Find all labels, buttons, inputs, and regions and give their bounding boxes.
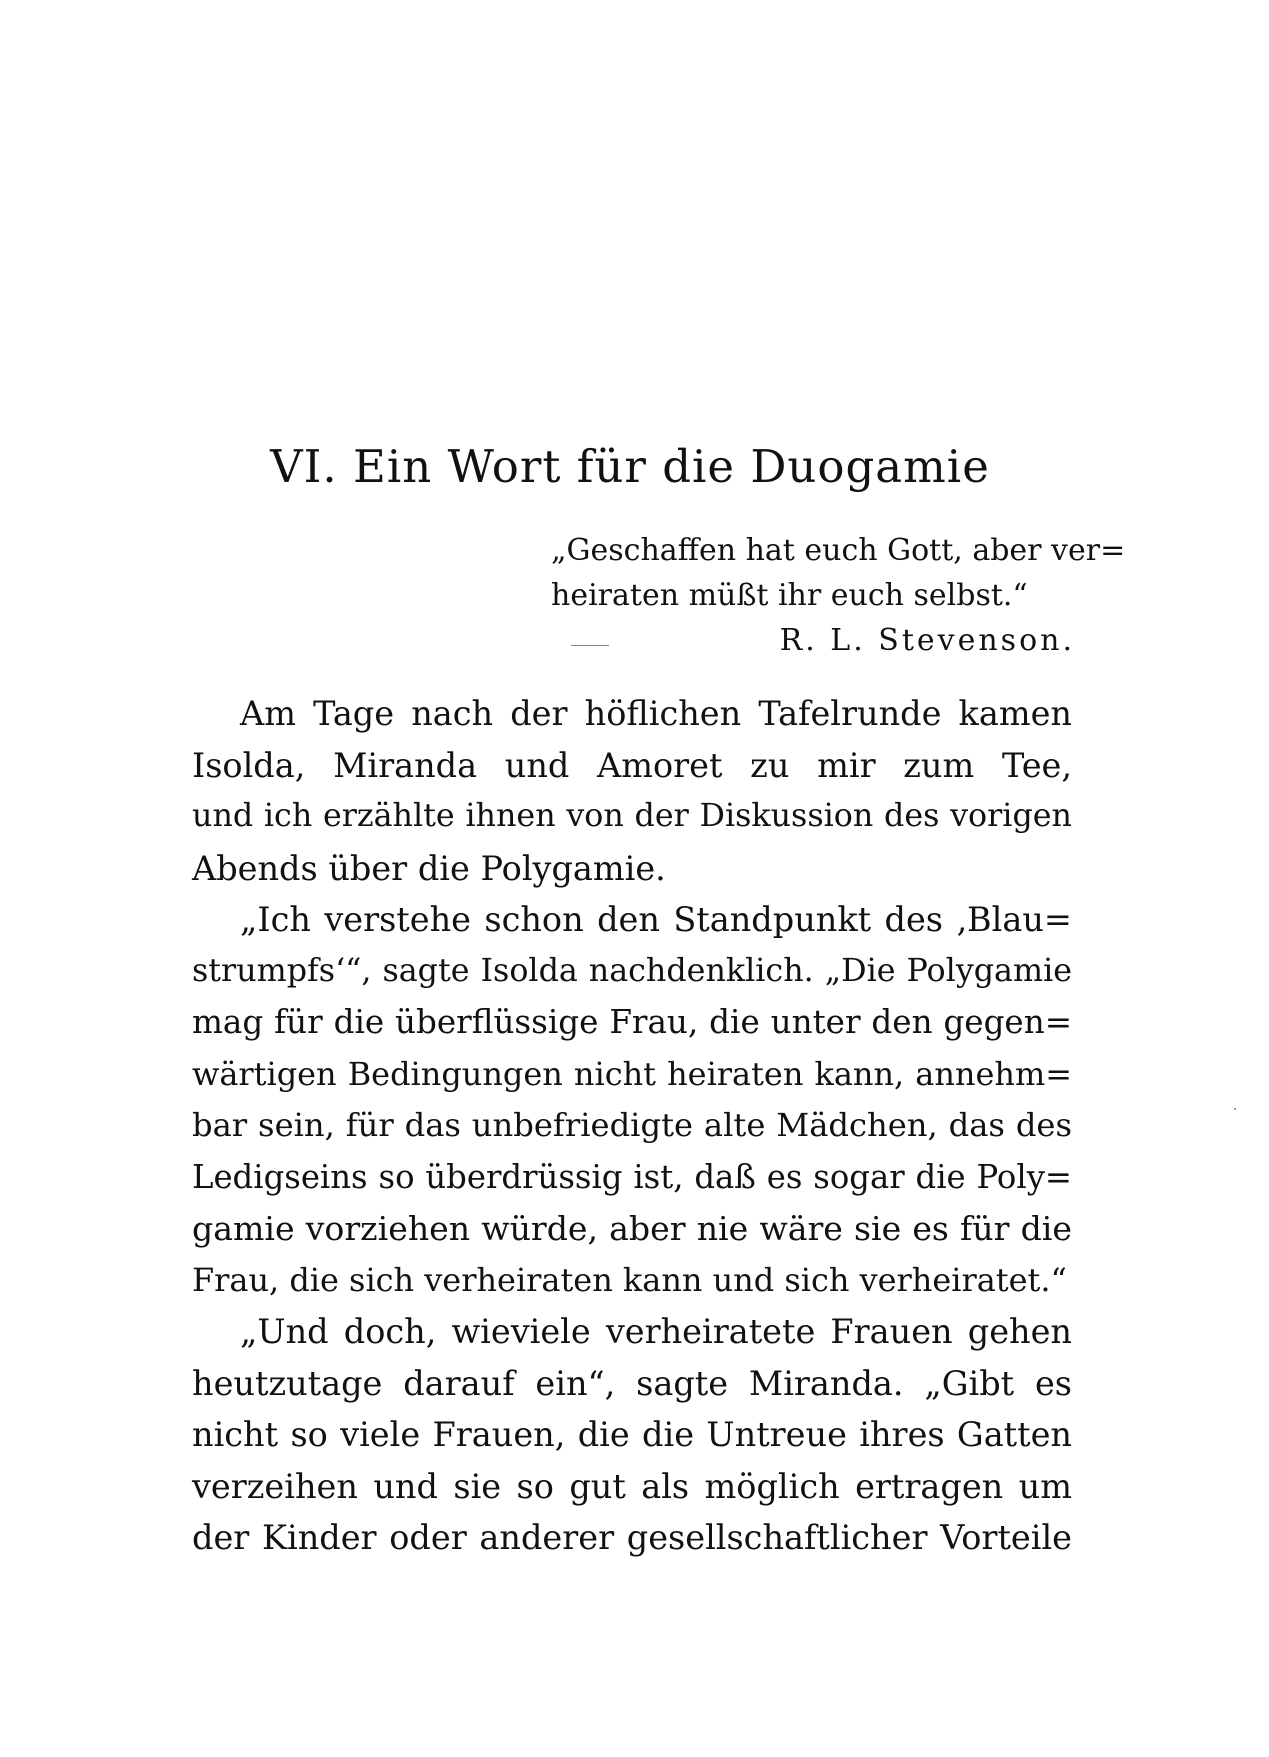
- attribution-dash: [571, 645, 609, 646]
- text-line: Abends über die Polygamie.: [192, 848, 666, 888]
- text-line: „Und doch, wieviele verheiratete Frauen gehen: [240, 1312, 1072, 1351]
- text-line: „Ich verstehe schon den Standpunkt des ‚Blau=: [240, 900, 1072, 939]
- scan-speck: [1234, 1108, 1236, 1110]
- text-line: Am Tage nach der höflichen Tafelrunde kamen: [240, 694, 1072, 733]
- text-line: strumpfs‘“, sagte Isolda nachdenklich. „Die Polygamie: [192, 952, 1072, 989]
- text-line: Frau, die sich verheiraten kann und sich verheiratet.“: [192, 1260, 1067, 1299]
- text-line: heutzutage darauf ein“, sagte Miranda. „Gibt es: [192, 1363, 1072, 1403]
- epigraph-line: „Geschaffen hat euch Gott, aber ver=: [551, 533, 1126, 568]
- text-line: verzeihen und sie so gut als möglich ertragen um: [192, 1466, 1072, 1506]
- text-line: bar sein, für das unbefriedigte alte Mädchen, das des: [192, 1106, 1072, 1144]
- epigraph: [551, 528, 1126, 663]
- text-line: gamie vorziehen würde, aber nie wäre sie es für die: [192, 1209, 1072, 1248]
- text-line: nicht so viele Frauen, die die Untreue ihres Gatten: [192, 1415, 1072, 1454]
- text-line: wärtigen Bedingungen nicht heiraten kann, annehm=: [192, 1054, 1072, 1093]
- paragraph: [192, 1306, 1072, 1564]
- text-line: Ledigseins so überdrüssig ist, daß es sogar die Poly=: [192, 1157, 1072, 1196]
- text-line: und ich erzählte ihnen von der Diskussion des vorigen: [192, 798, 1072, 834]
- epigraph-attribution: [551, 618, 1081, 663]
- epigraph-author: R. L. Stevenson.: [779, 623, 1075, 658]
- epigraph-line: heiraten müßt ihr euch selbst.“: [551, 578, 1028, 613]
- text-line: Isolda, Miranda und Amoret zu mir zum Tee,: [192, 745, 1072, 785]
- text-line: mag für die überflüssige Frau, die unter den gegen=: [192, 1003, 1072, 1041]
- paragraph: [192, 688, 1072, 894]
- paragraph: [192, 894, 1072, 1306]
- text-line: der Kinder oder anderer gesellschaftlicher Vorteile: [192, 1518, 1072, 1557]
- body-text: [192, 688, 1072, 1564]
- chapter-title: VI. Ein Wort für die Duogamie: [270, 440, 990, 493]
